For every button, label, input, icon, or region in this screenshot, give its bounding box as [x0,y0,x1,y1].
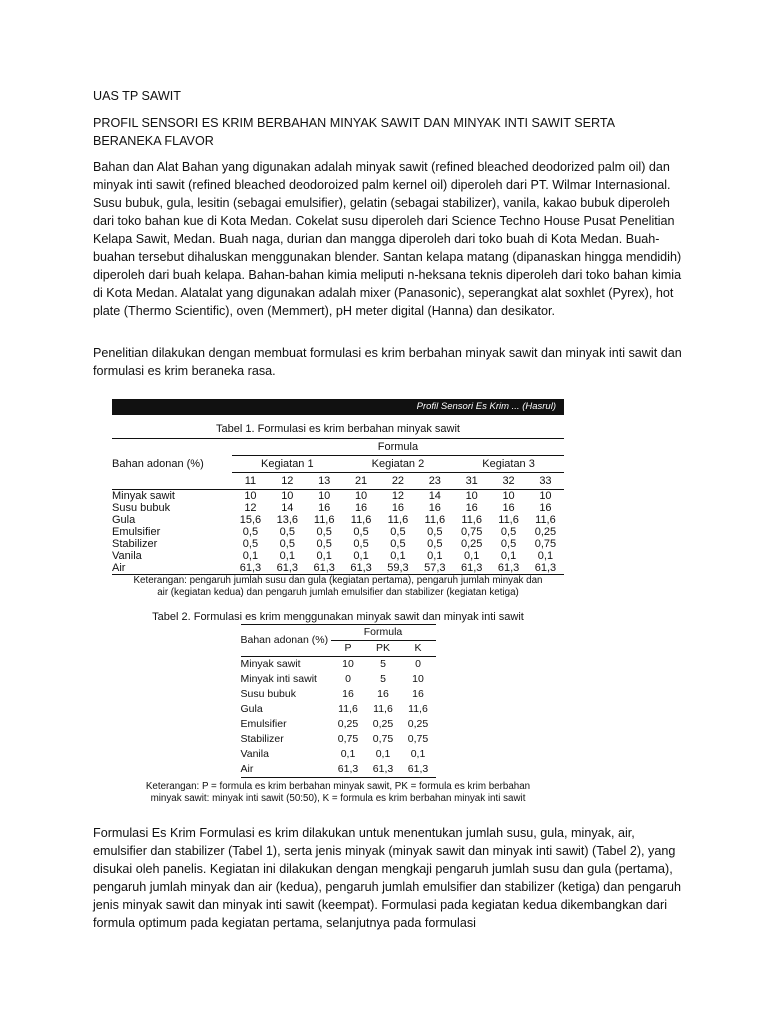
table1-cell: 0,1 [316,550,332,562]
table1-cell: 0,1 [279,550,295,562]
table1-cell: 0,1 [242,550,259,562]
table1-cell: 0,5 [242,526,259,538]
table2-cell: 0,1 [410,748,426,760]
table1-cell: 0,5 [390,526,406,538]
table2-row-name: Air [241,762,331,778]
table1-cell: 0,5 [279,526,295,538]
table-row [112,526,564,538]
figure-header-bar: Profil Sensori Es Krim ... (Hasrul) [112,399,564,415]
table1-cell: 61,3 [343,562,380,575]
table1-cell: 61,3 [306,562,343,575]
table1-cell: 16 [354,502,368,514]
table2-note-line2: minyak sawit: minyak inti sawit (50:50), K = formula es krim berbahan minyak inti sawit [150,793,526,804]
table2-cell: 0,75 [337,733,359,745]
table1 [112,438,564,575]
table2-note [112,781,564,805]
table1-cell: 12 [391,490,405,502]
table2-caption: Tabel 2. Formulasi es krim menggunakan minyak sawit dan minyak inti sawit [152,611,524,623]
table1-cell: 10 [281,490,294,502]
table-row [112,490,564,503]
table1-column-header: 33 [527,473,564,490]
table2-cell: 16 [412,688,424,700]
table2-header-row [241,625,436,641]
table2-cell: 0,75 [372,733,394,745]
table1-cell: 11,6 [498,514,519,526]
table-row [112,562,564,575]
table2-cell: 11,6 [373,703,393,715]
table2-cell: 0,25 [407,718,429,730]
table2-cell: 0,1 [375,748,391,760]
table1-note-line2: air (kegiatan kedua) dan pengaruh jumlah emulsifier dan stabilizer (kegiatan ketiga) [157,587,519,598]
table1-cell: 0,5 [353,526,369,538]
table2-row-name: Minyak sawit [240,658,301,670]
table1-cell: 61,3 [527,562,564,575]
table1-cell: 16 [465,502,478,514]
table1-row-name: Minyak sawit [112,490,175,502]
table1-cell: 11,6 [424,514,446,526]
table1-row-name: Stabilizer [112,538,158,550]
table1-cell: 11,6 [535,514,556,526]
table-row [112,550,564,562]
table1-cell: 0,75 [460,526,483,538]
table1-cell: 14 [281,502,294,514]
table1-cell: 61,3 [269,562,306,575]
table1-cell: 0,1 [390,550,406,562]
table1-formula-label: Formula [232,439,564,456]
table1-cell: 0,1 [537,550,554,562]
table1-cell: 10 [502,490,515,502]
table2-column-header: K [401,641,436,657]
table1-cell: 61,3 [490,562,527,575]
table2-cell: 10 [412,673,424,685]
table2-row-name: Vanila [240,748,269,760]
table2-cell: 5 [380,658,386,670]
table1-cell: 16 [318,502,331,514]
table2-column-header: PK [366,641,401,657]
table1-cell: 16 [428,502,441,514]
table2-cell: 0,75 [407,733,429,745]
table2-cell: 0,25 [337,718,359,730]
table1-cell: 61,3 [453,562,490,575]
doc-heading: UAS TP SAWIT [93,89,181,103]
table1-note [112,575,564,599]
table-row [241,657,436,673]
table2-row-name: Minyak inti sawit [240,673,317,685]
table-row [241,672,436,687]
table2-row-label: Bahan adonan (%) [241,625,331,657]
table2-cell: 5 [380,673,386,685]
table2-row-name: Gula [240,703,263,715]
table1-cell: 0,5 [279,538,295,550]
table2-row-name: Emulsifier [240,718,287,730]
table1-cell: 0,1 [500,550,517,562]
table1-column-header: 12 [269,473,306,490]
table2-cell: 16 [342,688,354,700]
table2-note-line1: Keterangan: P = formula es krim berbahan minyak sawit, PK = formula es krim berbahan [145,781,531,792]
table1-cell: 57,3 [416,562,453,575]
table2-cell: 61,3 [366,762,401,778]
table2-cell: 0,25 [372,718,394,730]
table-row [241,762,436,778]
table2-cell: 16 [377,688,389,700]
table1-cell: 10 [465,490,478,502]
table1-cell: 16 [502,502,515,514]
doc-title: PROFIL SENSORI ES KRIM BERBAHAN MINYAK SAWIT DAN MINYAK INTI SAWIT SERTA BERANEKA FLAVOR [93,116,615,148]
table-row [241,717,436,732]
table1-cell: 0,5 [353,538,369,550]
table1-cell: 0,25 [460,538,483,550]
table2-formula-label: Formula [331,625,436,641]
table2-cell: 0 [415,658,421,670]
table2-cell: 10 [342,658,354,670]
table1-cell: 10 [318,490,331,502]
table1-row-name: Emulsifier [112,526,161,538]
table-row [112,538,564,550]
table1-caption: Tabel 1. Formulasi es krim berbahan minyak sawit [216,423,460,435]
table2-cell: 11,6 [338,703,358,715]
table2 [241,624,436,778]
table-row [241,687,436,702]
table1-header-row [112,439,564,456]
table2-cell: 61,3 [401,762,436,778]
table1-cell: 11,6 [313,514,335,526]
tables-figure [112,399,564,805]
table1-column-header: 31 [453,473,490,490]
table1-row-name: Gula [112,514,136,526]
table1-column-header: 22 [380,473,417,490]
table1-cell: 0,5 [427,526,443,538]
table1-row-label: Bahan adonan (%) [112,439,232,490]
table-row [241,702,436,717]
table2-row-name: Stabilizer [240,733,284,745]
table1-column-header: 23 [416,473,453,490]
table1-cell: 10 [244,490,257,502]
table2-cell: 61,3 [331,762,366,778]
table1-group: Kegiatan 3 [453,456,564,473]
table1-cell: 0,5 [242,538,259,550]
table1-cell: 16 [539,502,552,514]
table1-column-header: 13 [306,473,343,490]
table1-cell: 11,6 [387,514,409,526]
table1-cell: 14 [428,490,441,502]
table1-group: Kegiatan 2 [343,456,454,473]
table1-cell: 59,3 [380,562,417,575]
table2-cell: 0,1 [340,748,356,760]
table1-cell: 0,75 [534,538,557,550]
table1-row-name: Air [112,562,232,575]
table1-column-header: 32 [490,473,527,490]
table1-cell: 12 [244,502,257,514]
table1-cell: 16 [391,502,405,514]
table-row [241,732,436,747]
table-row [112,502,564,514]
table1-cell: 0,5 [500,538,517,550]
paragraph-method: Penelitian dilakukan dengan membuat formulasi es krim berbahan minyak sawit dan minyak inti sawit dan formulasi es krim beraneka rasa. [93,346,682,378]
table2-column-header: P [331,641,366,657]
table1-cell: 0,5 [427,538,443,550]
table1-cell: 0,1 [464,550,480,562]
paragraph-materials: Bahan dan Alat Bahan yang digunakan adalah minyak sawit (refined bleached deodorized palm oil) dan minyak inti sawit (refined bleached deodoroized palm kernel oil) diperoleh dari PT. Wilmar Internasional. Susu bubuk, gula, lesitin (sebagai emulsifier), gelatin (sebagai stabilizer), vanila, kakao bubuk diperoleh dari toko bahan kue di Kota Medan. Cokelat susu diperoleh dari Science Techno House Pusat Penelitian Kelapa Sawit, Medan. Buah naga, durian dan mangga diperoleh dari toko buah di Kota Medan. Buah-buahan tersebut dihaluskan menggunakan blender. Santan kelapa matang (dipanaskan hingga mendidih) diperoleh dari buah kelapa. Bahan-bahan kimia meliputi n-heksana teknis diperoleh dari toko bahan kimia di Kota Medan. Alatalat yang digunakan adalah mixer (Panasonic), seperangkat alat soxhlet (Pyrex), hot plate (Thermo Scientific), oven (Memmert), pH meter digital (Hanna) dan desikator. [93,160,682,318]
table1-cell: 0,5 [316,526,332,538]
table1-cell: 0,5 [390,538,406,550]
table1-cell: 0,1 [353,550,369,562]
table-row [241,747,436,762]
table1-cell: 11,6 [461,514,482,526]
table1-group: Kegiatan 1 [232,456,343,473]
table1-cell: 61,3 [232,562,269,575]
table2-row-name: Susu bubuk [240,688,296,700]
table1-cell: 0,25 [534,526,557,538]
table1-cell: 15,6 [239,514,262,526]
table1-row-name: Vanila [112,550,142,562]
table1-column-header: 21 [343,473,380,490]
table1-note-line1: Keterangan: pengaruh jumlah susu dan gula (kegiatan pertama), pengaruh jumlah minyak dan [133,575,543,586]
table1-cell: 10 [539,490,552,502]
table-row [112,514,564,526]
table1-cell: 0,5 [500,526,517,538]
table1-row-name: Susu bubuk [112,502,171,514]
table2-cell: 11,6 [408,703,428,715]
table1-cell: 0,1 [427,550,443,562]
table1-cell: 0,5 [316,538,332,550]
table1-column-header: 11 [232,473,269,490]
table1-cell: 10 [354,490,368,502]
paragraph-formulation: Formulasi Es Krim Formulasi es krim dilakukan untuk menentukan jumlah susu, gula, minyak, air, emulsifier dan stabilizer (Tabel 1), serta jenis minyak (minyak sawit dan minyak inti sawit) (Tabel 2), yang disukai oleh panelis. Kegiatan ini dilakukan dengan mengkaji pengaruh jumlah susu dan gula (pertama), pengaruh jumlah minyak dan air (kedua), pengaruh jumlah emulsifier dan stabilizer (ketiga) dan pengaruh jenis minyak sawit dan minyak inti sawit (keempat). Formulasi pada kegiatan kedua dikembangkan dari formula optimum pada kegiatan pertama, selanjutnya pada formulasi [93,826,682,930]
table1-cell: 11,6 [350,514,372,526]
table1-cell: 13,6 [276,514,299,526]
table2-cell: 0 [345,673,351,685]
